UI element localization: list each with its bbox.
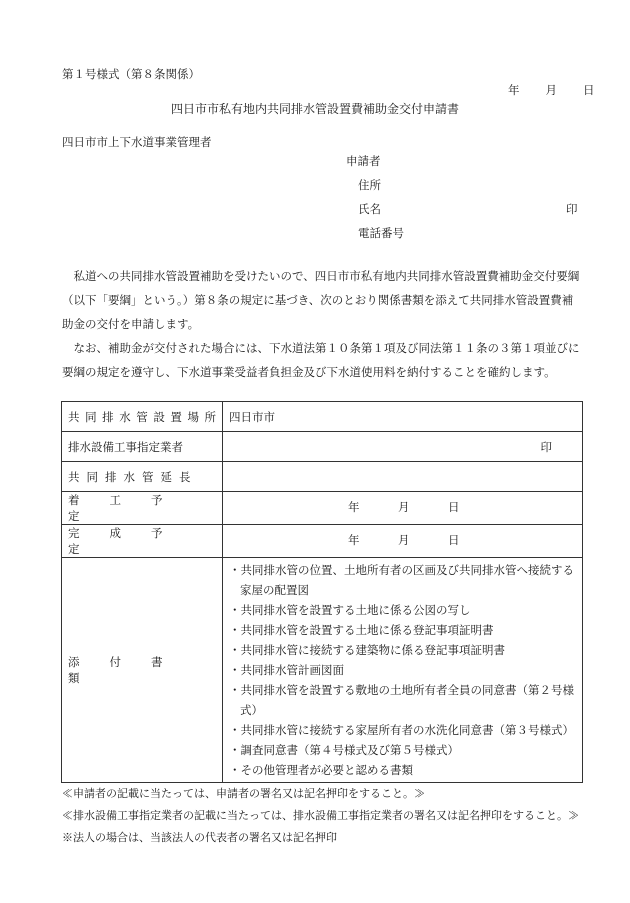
application-date [508,82,595,98]
length-value[interactable] [223,462,583,492]
start-year: 年 [348,500,360,514]
attachment-item: ・共同排水管を設置する敷地の土地所有者全員の同意書（第２号様式） [229,683,574,717]
location-label [62,402,223,432]
date-year: 年 [508,83,520,97]
complete-month: 月 [398,533,410,547]
note-corporation: ※法人の場合は、当該法人の代表者の署名又は記名押印 [62,831,337,844]
attachments-label-text: 添付書類 [68,655,193,685]
complete-date-value[interactable] [223,525,583,558]
attachment-item: ・共同排水管に接続する家屋所有者の水洗化同意書（第３号様式） [229,723,574,737]
complete-day: 日 [448,533,460,547]
complete-label [62,525,223,558]
length-label-text: 共同排水管延長 [68,469,198,484]
applicant-label: 申請者 [346,154,381,168]
document-title: 四日市市私有地内共同排水管設置費補助金交付申請書 [170,102,459,116]
start-day: 日 [448,500,460,514]
contractor-value[interactable] [223,432,583,462]
application-table [61,401,583,783]
attachment-item: ・共同排水管を設置する土地に係る登記事項証明書 [229,623,494,637]
table-row-contractor [62,432,583,462]
footnotes [62,783,579,849]
note-contractor: ≪排水設備工事指定業者の記載に当たっては、排水設備工事指定業者の署名又は記名押印をすること。≫ [62,809,579,822]
start-month: 月 [398,500,410,514]
table-row-location [62,402,583,432]
start-date-value[interactable] [223,492,583,525]
contractor-seal-mark: 印 [540,439,552,454]
table-row-length [62,462,583,492]
location-value[interactable]: 四日市市 [223,402,583,432]
applicant-phone-label: 電話番号 [358,226,404,240]
attachment-item: ・共同排水管に接続する建築物に係る登記事項証明書 [229,643,505,657]
table-row-complete [62,525,583,558]
attachment-item: ・共同排水管を設置する土地に係る公図の写し [229,603,471,617]
attachments-list [229,558,576,782]
location-label-text: 共 同 排 水 管 設 置 場 所 [68,409,216,424]
length-label [62,462,223,492]
attachments-label [62,558,223,783]
applicant-address-label: 住所 [358,178,381,192]
contractor-label-text: 排水設備工事指定業者 [68,439,183,454]
attachment-item: ・その他管理者が必要と認める書類 [229,763,413,777]
body-text [62,264,582,384]
attachment-item: ・共同排水管計画図面 [229,663,344,677]
body-paragraph-2: なお、補助金が交付された場合には、下水道法第１０条第１項及び同法第１１条の３第１項並びに要綱の規定を遵守し、下水道事業受益者負担金及び下水道使用料を納付することを確約します。 [62,341,580,379]
contractor-label [62,432,223,462]
start-label [62,492,223,525]
form-number: 第１号様式（第８条関係） [62,67,200,81]
complete-year: 年 [348,533,360,547]
attachments-value [223,558,583,783]
date-month: 月 [545,83,557,97]
body-paragraph-1: 私道への共同排水管設置補助を受けたいので、四日市市私有地内共同排水管設置費補助金交付要綱（以下「要綱」という。）第８条の規定に基づき、次のとおり関係書類を添えて共同排水管設置費補助金の交付を申請します。 [62,269,580,331]
applicant-name-label: 氏名 [358,202,381,216]
addressee: 四日市市上下水道事業管理者 [62,135,212,149]
applicant-seal-mark: 印 [566,202,578,216]
complete-label-text: 完成予定 [68,526,193,556]
table-row-attachments [62,558,583,783]
date-day: 日 [583,83,595,97]
table-row-start [62,492,583,525]
attachment-item: ・共同排水管の位置、土地所有者の区画及び共同排水管へ接続する家屋の配置図 [229,563,574,597]
note-applicant: ≪申請者の記載に当たっては、申請者の署名又は記名押印をすること。≫ [62,787,425,800]
attachment-item: ・調査同意書（第４号様式及び第５号様式） [229,743,459,757]
start-label-text: 着工予定 [68,493,193,523]
